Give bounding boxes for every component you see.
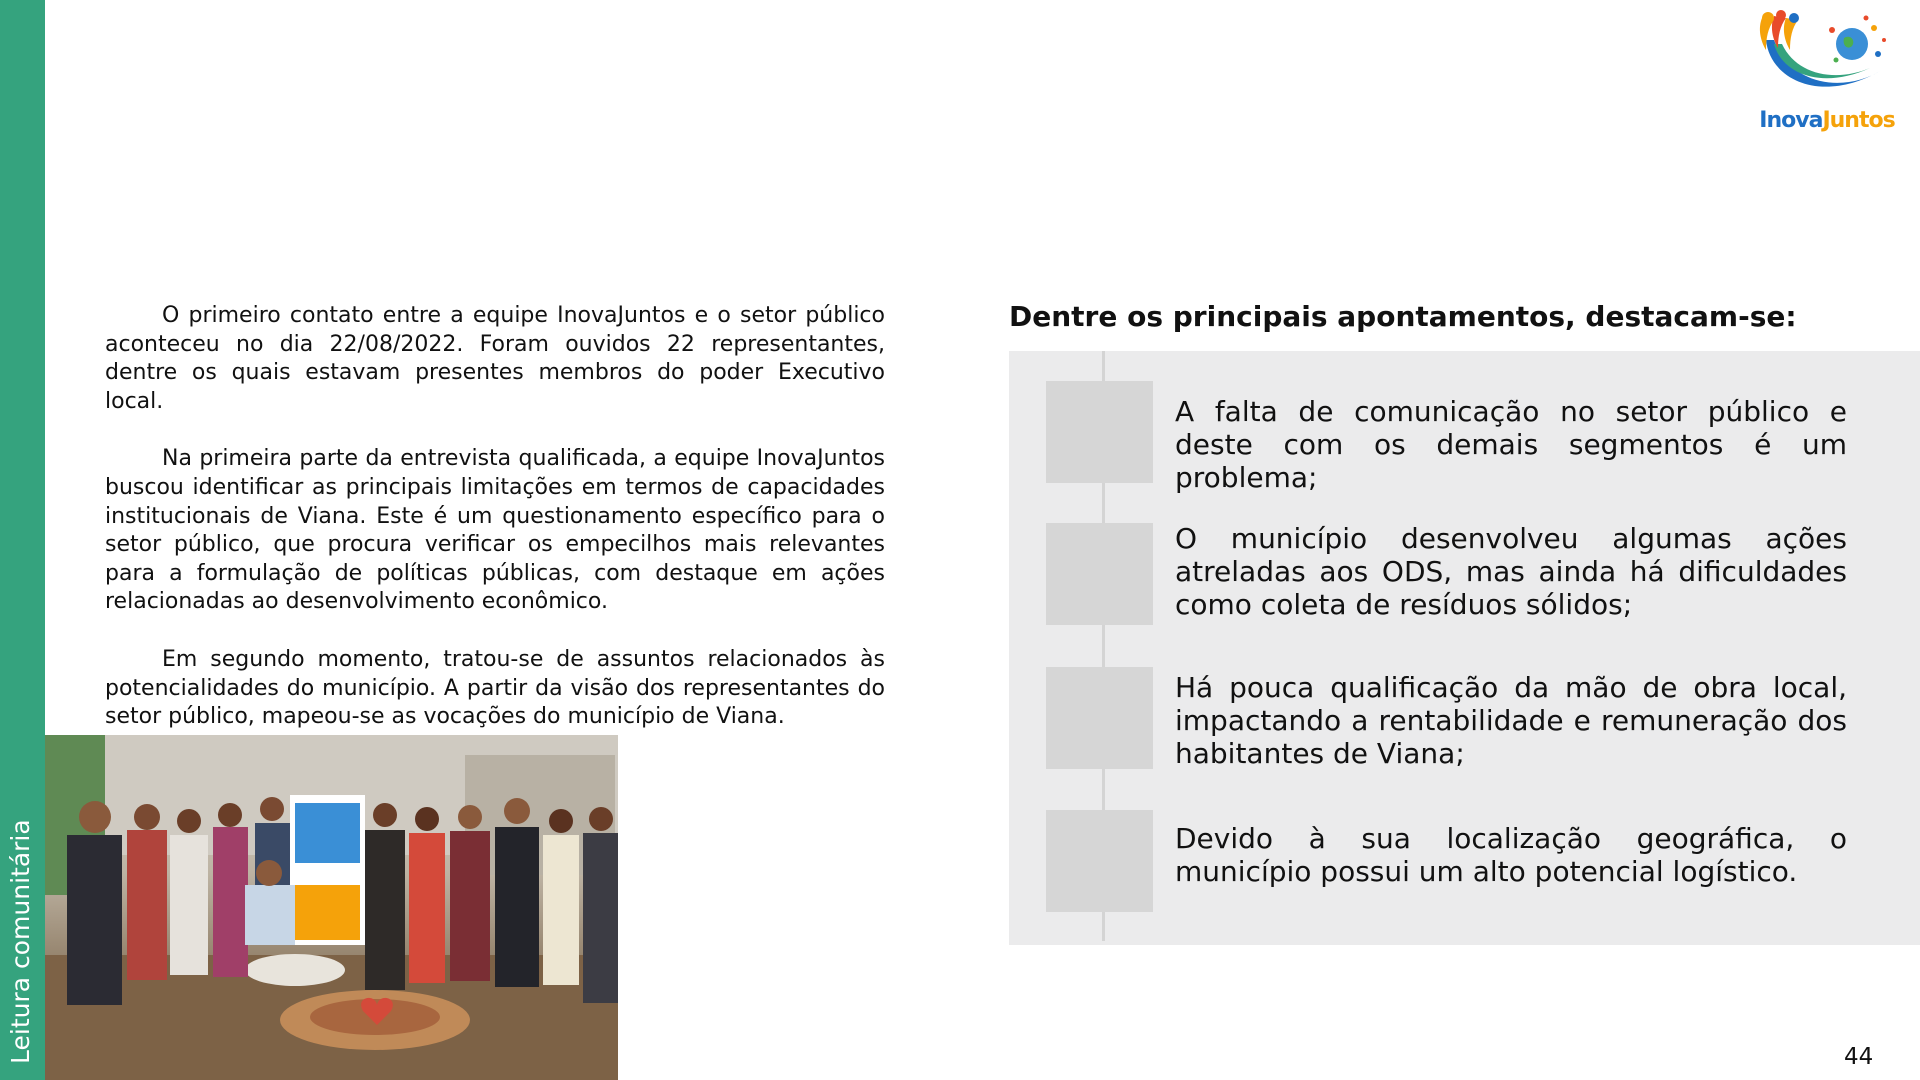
group-photo-image: [45, 735, 618, 1080]
logo-wordmark: InovaJuntos: [1759, 108, 1895, 133]
paragraph: O primeiro contato entre a equipe InovaJuntos e o setor público aconteceu no dia 22/08/2022. Foram ouvidos 22 representantes, dentre os quais estavam presentes membros do poder Executivo local.: [105, 303, 885, 414]
logo-emblem-icon: [1752, 10, 1902, 110]
highlight-item: Devido à sua localização geográfica, o município possui um alto potencial logístico.: [1175, 822, 1847, 888]
paragraph: Em segundo momento, tratou-se de assuntos relacionados às potencialidades do município. A partir da visão dos representantes do setor público, mapeou-se as vocações do município de Viana.: [105, 646, 885, 730]
inovajuntos-logo: [1752, 10, 1902, 138]
page-number: 44: [1844, 1044, 1874, 1070]
item-marker: [1046, 381, 1153, 483]
item-marker: [1046, 810, 1153, 912]
item-marker: [1046, 523, 1153, 625]
highlights-heading: Dentre os principais apontamentos, destacam-se:: [1009, 300, 1797, 333]
highlights-panel: [1009, 351, 1920, 945]
intro-text: [105, 302, 885, 761]
highlight-item: Há pouca qualificação da mão de obra local, impactando a rentabilidade e remuneração dos habitantes de Viana;: [1175, 671, 1847, 770]
side-bar: [0, 0, 45, 1080]
paragraph: Na primeira parte da entrevista qualificada, a equipe InovaJuntos buscou identificar as principais limitações em termos de capacidades institucionais de Viana. Este é um questionamento específico para o setor público, que procura verificar os empecilhos mais relevantes para a formulação de políticas públicas, com destaque em ações relacionadas ao desenvolvimento econômico.: [105, 446, 885, 615]
highlight-item: A falta de comunicação no setor público e deste com os demais segmentos é um problema;: [1175, 395, 1847, 494]
section-label: Leitura comunitária: [6, 819, 35, 1064]
group-photo: [45, 735, 618, 1080]
highlight-item: O município desenvolveu algumas ações atreladas aos ODS, mas ainda há dificuldades como coleta de resíduos sólidos;: [1175, 522, 1847, 621]
item-marker: [1046, 667, 1153, 769]
